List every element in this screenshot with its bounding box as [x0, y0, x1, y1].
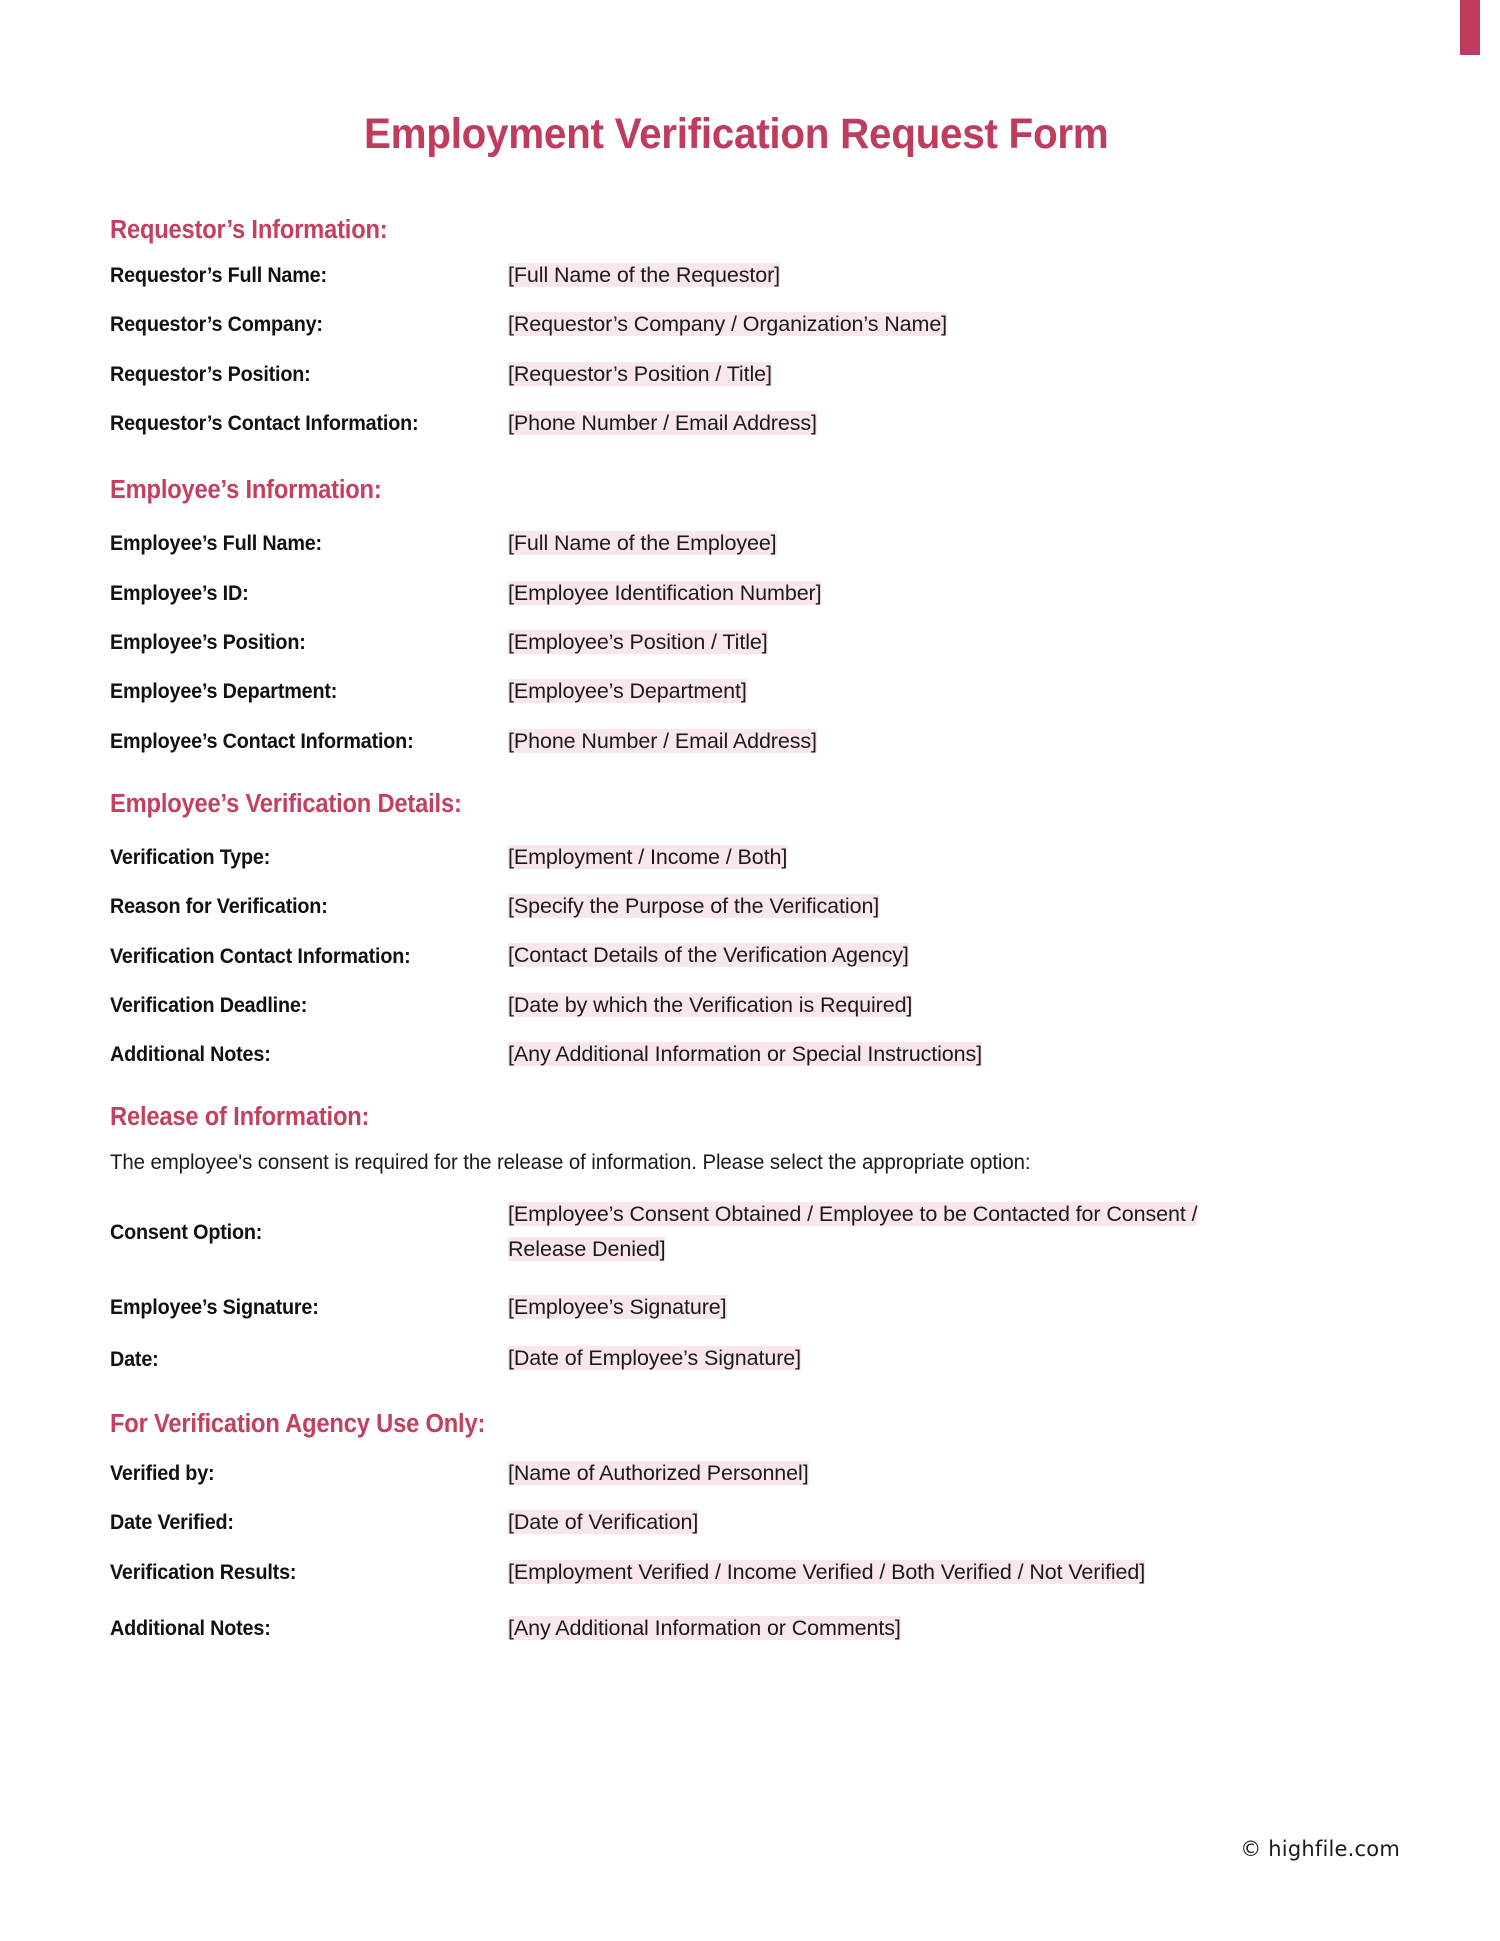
field-label: Employee’s Position:	[110, 630, 306, 655]
field-label: Requestor’s Full Name:	[110, 263, 327, 288]
field-value-placeholder[interactable]: [Requestor’s Company / Organization’s Name]	[508, 312, 948, 337]
section	[110, 1410, 1400, 1646]
field-label: Date:	[110, 1346, 159, 1371]
field-label: Date Verified:	[110, 1510, 234, 1535]
field-label: Requestor’s Company:	[110, 312, 323, 337]
section	[110, 790, 1400, 1072]
field-row	[110, 1506, 1400, 1539]
field-label: Verification Contact Information:	[110, 943, 411, 968]
field-row	[110, 890, 1400, 923]
field-row	[110, 1291, 1400, 1324]
field-row	[110, 1457, 1400, 1490]
field-rows	[110, 1457, 1400, 1646]
sections-container	[110, 216, 1400, 1645]
field-value-cell[interactable]	[508, 626, 1400, 659]
field-value-cell[interactable]	[508, 1038, 1400, 1071]
document-content	[110, 0, 1400, 1671]
field-label: Verification Results:	[110, 1560, 297, 1585]
field-label: Employee’s ID:	[110, 580, 249, 605]
field-row	[110, 675, 1400, 708]
section	[110, 476, 1400, 758]
field-rows	[110, 259, 1400, 440]
field-value-cell[interactable]	[508, 577, 1400, 610]
field-value-placeholder[interactable]: [Specify the Purpose of the Verification]	[508, 894, 880, 919]
field-label: Verification Deadline:	[110, 992, 308, 1017]
field-value-placeholder[interactable]: [Phone Number / Email Address]	[508, 728, 817, 753]
field-value-placeholder[interactable]: [Employee’s Signature]	[508, 1295, 727, 1320]
field-value-placeholder[interactable]: [Employee’s Position / Title]	[508, 629, 768, 654]
section-heading: Employee’s Information:	[110, 476, 382, 505]
field-value-placeholder[interactable]: [Phone Number / Email Address]	[508, 410, 817, 435]
field-row	[110, 1197, 1400, 1267]
field-value-cell[interactable]	[508, 527, 1400, 560]
field-value-placeholder[interactable]: [Date of Employee’s Signature]	[508, 1346, 801, 1371]
field-value-cell[interactable]	[508, 308, 1400, 341]
field-label: Additional Notes:	[110, 1616, 271, 1641]
field-row	[110, 577, 1400, 610]
field-value-cell[interactable]	[508, 939, 1400, 972]
field-value-cell[interactable]	[508, 1197, 1268, 1267]
field-value-placeholder[interactable]: [Requestor’s Position / Title]	[508, 361, 772, 386]
field-row	[110, 1555, 1400, 1590]
field-row	[110, 989, 1400, 1022]
field-row	[110, 1342, 1400, 1375]
field-label: Requestor’s Contact Information:	[110, 411, 419, 436]
field-row	[110, 308, 1400, 341]
field-value-placeholder[interactable]: [Name of Authorized Personnel]	[508, 1460, 809, 1485]
field-label: Requestor’s Position:	[110, 361, 311, 386]
page-title: Employment Verification Request Form	[363, 110, 1109, 158]
field-label: Verification Type:	[110, 844, 271, 869]
field-value-cell[interactable]	[508, 725, 1400, 758]
field-value-cell[interactable]	[508, 1457, 1400, 1490]
field-rows	[110, 841, 1400, 1072]
field-value-placeholder[interactable]: [Date by which the Verification is Required]	[508, 992, 913, 1017]
field-row	[110, 725, 1400, 758]
field-row	[110, 626, 1400, 659]
field-label: Employee’s Full Name:	[110, 531, 322, 556]
field-row	[110, 259, 1400, 292]
field-value-placeholder[interactable]: [Employee’s Department]	[508, 679, 747, 704]
section-heading: Employee’s Verification Details:	[110, 789, 462, 818]
field-row	[110, 1612, 1400, 1645]
field-value-cell[interactable]	[508, 1506, 1400, 1539]
section	[110, 216, 1400, 440]
field-value-cell[interactable]	[508, 1612, 1400, 1645]
field-value-placeholder[interactable]: [Employee Identification Number]	[508, 580, 822, 605]
field-label: Reason for Verification:	[110, 894, 328, 919]
field-row	[110, 407, 1400, 440]
field-value-cell[interactable]	[508, 890, 1400, 923]
field-value-cell[interactable]	[508, 407, 1400, 440]
field-row	[110, 939, 1400, 972]
field-value-placeholder[interactable]: [Contact Details of the Verification Agency]	[508, 943, 909, 968]
field-label: Verified by:	[110, 1460, 215, 1485]
field-value-placeholder[interactable]: [Full Name of the Requestor]	[508, 263, 781, 287]
field-rows	[110, 1197, 1400, 1375]
field-label: Additional Notes:	[110, 1042, 271, 1067]
field-value-placeholder[interactable]: [Employment Verified / Income Verified / Both Verified / Not Verified]	[508, 1560, 1146, 1585]
section-heading: Release of Information:	[110, 1103, 370, 1132]
field-label: Employee’s Signature:	[110, 1295, 319, 1320]
field-value-placeholder[interactable]: [Employment / Income / Both]	[508, 844, 788, 869]
field-value-cell[interactable]	[508, 841, 1400, 874]
section-heading: For Verification Agency Use Only:	[110, 1409, 486, 1438]
field-row	[110, 527, 1400, 560]
field-label: Employee’s Contact Information:	[110, 728, 414, 753]
field-value-cell[interactable]	[508, 1555, 1268, 1590]
section	[110, 1103, 1400, 1375]
field-value-placeholder[interactable]: [Full Name of the Employee]	[508, 531, 777, 556]
field-value-placeholder[interactable]: [Any Additional Information or Special Instructions]	[508, 1042, 983, 1067]
field-row	[110, 358, 1400, 391]
field-value-cell[interactable]	[508, 1291, 1400, 1324]
field-value-cell[interactable]	[508, 259, 1400, 292]
section-note: The employee's consent is required for the release of information. Please select the appropriate option:	[110, 1150, 1031, 1175]
field-row	[110, 841, 1400, 874]
footer-copyright: © highfile.com	[1240, 1837, 1400, 1861]
field-value-cell[interactable]	[508, 358, 1400, 391]
field-value-cell[interactable]	[508, 675, 1400, 708]
field-rows	[110, 527, 1400, 758]
field-value-cell[interactable]	[508, 1342, 1400, 1375]
field-label: Employee’s Department:	[110, 679, 338, 704]
field-value-placeholder[interactable]: [Date of Verification]	[508, 1509, 699, 1534]
field-value-placeholder[interactable]: [Any Additional Information or Comments]	[508, 1616, 901, 1641]
field-label: Consent Option:	[110, 1219, 263, 1244]
field-value-placeholder[interactable]: [Employee’s Consent Obtained / Employee to be Contacted for Consent / Release Denied]	[508, 1202, 1198, 1262]
section-heading: Requestor’s Information:	[110, 216, 388, 244]
field-value-cell[interactable]	[508, 989, 1400, 1022]
field-row	[110, 1038, 1400, 1071]
corner-accent-bar	[1460, 0, 1480, 55]
